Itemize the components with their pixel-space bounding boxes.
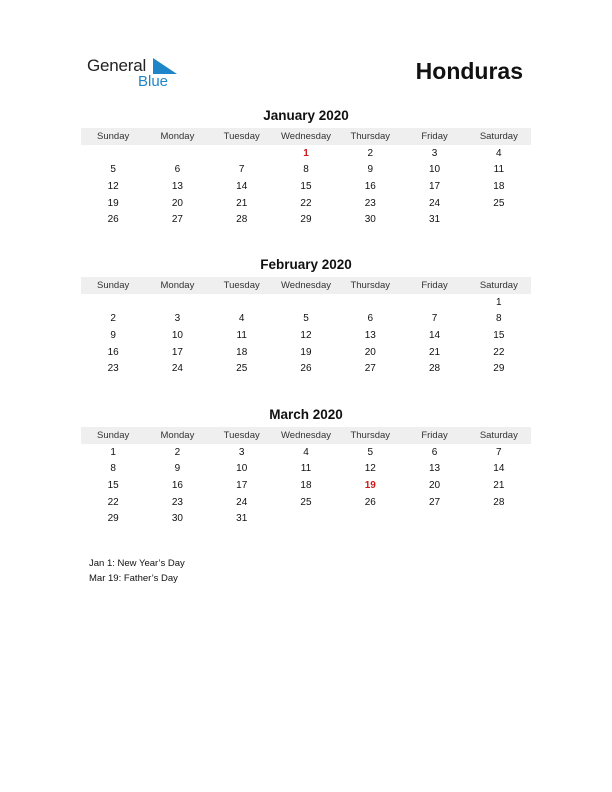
day-cell: 20 bbox=[428, 479, 441, 491]
day-cell: 8 bbox=[110, 463, 116, 475]
day-cell: 25 bbox=[236, 363, 248, 375]
day-cell: 10 bbox=[171, 329, 183, 341]
day-cell: 11 bbox=[493, 164, 505, 176]
day-cell: 29 bbox=[493, 363, 505, 375]
weekday-label: Wednesday bbox=[280, 430, 331, 441]
day-cell: 4 bbox=[238, 313, 245, 325]
week-row bbox=[81, 294, 531, 311]
weekday-label: Tuesday bbox=[223, 430, 260, 441]
day-cell: 11 bbox=[300, 463, 312, 475]
day-cell: 13 bbox=[364, 329, 376, 341]
day-cell: 15 bbox=[300, 180, 312, 192]
day-cell: 19 bbox=[300, 346, 312, 358]
weekday-label: Friday bbox=[421, 280, 448, 291]
weekday-label: Friday bbox=[421, 430, 448, 441]
logo-word-general: General bbox=[87, 56, 147, 75]
week-row bbox=[81, 461, 531, 478]
month-block bbox=[81, 406, 531, 527]
country-title: Honduras bbox=[415, 58, 523, 84]
week-row bbox=[81, 444, 531, 461]
day-cell: 18 bbox=[493, 180, 505, 192]
day-cell: 14 bbox=[236, 180, 248, 192]
day-cell: 28 bbox=[428, 363, 441, 375]
week-row bbox=[81, 510, 531, 527]
day-cell: 2 bbox=[174, 446, 181, 458]
day-cell: 5 bbox=[367, 446, 374, 458]
day-cell: 30 bbox=[171, 513, 183, 525]
holiday-note: Jan 1: New Year’s Day bbox=[89, 558, 185, 569]
day-cell: 7 bbox=[238, 164, 245, 176]
weekday-label: Thursday bbox=[350, 430, 391, 441]
month-title: March 2020 bbox=[269, 407, 343, 422]
day-cell: 8 bbox=[496, 313, 502, 325]
logo-word-blue: Blue bbox=[138, 73, 169, 90]
day-cell: 1 bbox=[110, 446, 116, 458]
weekday-label: Friday bbox=[421, 131, 448, 142]
day-cell: 20 bbox=[171, 197, 183, 209]
day-cell: 19 bbox=[107, 197, 119, 209]
day-cell: 25 bbox=[300, 496, 312, 508]
weekday-header-row bbox=[81, 427, 531, 444]
day-cell: 11 bbox=[236, 329, 247, 341]
holiday-day-cell: 19 bbox=[364, 479, 376, 491]
day-cell: 13 bbox=[171, 180, 183, 192]
week-row bbox=[81, 311, 531, 328]
day-cell: 17 bbox=[171, 346, 183, 358]
weekday-label: Monday bbox=[160, 430, 195, 441]
holiday-day-cell: 1 bbox=[303, 147, 309, 159]
day-cell: 24 bbox=[171, 363, 183, 375]
day-cell: 16 bbox=[364, 180, 376, 192]
week-row bbox=[81, 327, 531, 344]
day-cell: 26 bbox=[107, 214, 119, 226]
weekday-label: Thursday bbox=[350, 280, 391, 291]
day-cell: 4 bbox=[303, 446, 309, 458]
day-cell: 22 bbox=[107, 496, 119, 508]
month-block bbox=[81, 107, 531, 228]
week-row bbox=[81, 145, 531, 162]
weekday-label: Sunday bbox=[97, 430, 130, 441]
day-cell: 23 bbox=[171, 496, 183, 508]
day-cell: 15 bbox=[493, 329, 505, 341]
month-title: February 2020 bbox=[260, 257, 352, 272]
generalblue-logo bbox=[87, 56, 187, 92]
week-row bbox=[81, 178, 531, 195]
day-cell: 30 bbox=[364, 214, 376, 226]
week-row bbox=[81, 344, 531, 361]
day-cell: 16 bbox=[107, 346, 119, 358]
week-row bbox=[81, 494, 531, 511]
weekday-label: Wednesday bbox=[280, 280, 331, 291]
weekday-label: Thursday bbox=[350, 131, 391, 142]
day-cell: 6 bbox=[367, 313, 374, 325]
day-cell: 21 bbox=[493, 479, 505, 491]
day-cell: 21 bbox=[236, 197, 248, 209]
day-cell: 28 bbox=[493, 496, 505, 508]
day-cell: 22 bbox=[493, 346, 505, 358]
day-cell: 26 bbox=[364, 496, 376, 508]
day-cell: 10 bbox=[236, 463, 248, 475]
logo-triangle-icon bbox=[153, 58, 177, 74]
weekday-label: Saturday bbox=[479, 280, 518, 291]
day-cell: 7 bbox=[496, 446, 502, 458]
day-cell: 5 bbox=[110, 164, 116, 176]
day-cell: 6 bbox=[174, 164, 181, 176]
weekday-label: Tuesday bbox=[223, 280, 260, 291]
day-cell: 16 bbox=[171, 479, 183, 491]
weekday-label: Tuesday bbox=[223, 131, 260, 142]
day-cell: 3 bbox=[431, 147, 438, 159]
day-cell: 13 bbox=[428, 463, 441, 475]
day-cell: 3 bbox=[238, 446, 245, 458]
day-cell: 24 bbox=[236, 496, 248, 508]
weekday-label: Sunday bbox=[97, 131, 130, 142]
day-cell: 1 bbox=[496, 296, 502, 308]
day-cell: 18 bbox=[300, 479, 312, 491]
weekday-label: Sunday bbox=[97, 280, 130, 291]
day-cell: 2 bbox=[110, 313, 116, 325]
week-row bbox=[81, 162, 531, 179]
month-block bbox=[81, 256, 531, 377]
day-cell: 14 bbox=[493, 463, 505, 475]
day-cell: 9 bbox=[367, 164, 374, 176]
weekday-label: Monday bbox=[160, 280, 195, 291]
day-cell: 27 bbox=[171, 214, 183, 226]
day-cell: 15 bbox=[107, 479, 119, 491]
day-cell: 7 bbox=[431, 313, 438, 325]
holiday-note: Mar 19: Father’s Day bbox=[89, 573, 178, 584]
day-cell: 20 bbox=[364, 346, 376, 358]
day-cell: 31 bbox=[428, 214, 441, 226]
day-cell: 18 bbox=[236, 346, 248, 358]
day-cell: 5 bbox=[303, 313, 309, 325]
day-cell: 8 bbox=[303, 164, 309, 176]
weekday-label: Wednesday bbox=[280, 131, 331, 142]
day-cell: 12 bbox=[300, 329, 312, 341]
day-cell: 12 bbox=[107, 180, 119, 192]
day-cell: 23 bbox=[107, 363, 119, 375]
day-cell: 25 bbox=[493, 197, 505, 209]
holiday-notes bbox=[89, 556, 185, 586]
day-cell: 9 bbox=[174, 463, 181, 475]
day-cell: 28 bbox=[236, 214, 248, 226]
weekday-label: Monday bbox=[160, 131, 195, 142]
day-cell: 3 bbox=[174, 313, 181, 325]
day-cell: 21 bbox=[428, 346, 441, 358]
day-cell: 29 bbox=[300, 214, 312, 226]
week-row bbox=[81, 211, 531, 228]
week-row bbox=[81, 477, 531, 494]
day-cell: 10 bbox=[428, 164, 441, 176]
day-cell: 14 bbox=[428, 329, 441, 341]
day-cell: 24 bbox=[428, 197, 441, 209]
day-cell: 17 bbox=[428, 180, 441, 192]
day-cell: 27 bbox=[364, 363, 376, 375]
month-title: January 2020 bbox=[263, 108, 349, 123]
week-row bbox=[81, 360, 531, 377]
day-cell: 22 bbox=[300, 197, 312, 209]
weekday-label: Saturday bbox=[479, 131, 518, 142]
day-cell: 6 bbox=[431, 446, 438, 458]
weekday-header-row bbox=[81, 128, 531, 145]
day-cell: 9 bbox=[110, 329, 116, 341]
day-cell: 29 bbox=[107, 513, 119, 525]
day-cell: 4 bbox=[496, 147, 502, 159]
day-cell: 12 bbox=[364, 463, 376, 475]
day-cell: 26 bbox=[300, 363, 312, 375]
day-cell: 27 bbox=[428, 496, 441, 508]
day-cell: 2 bbox=[367, 147, 374, 159]
day-cell: 17 bbox=[236, 479, 248, 491]
week-row bbox=[81, 195, 531, 212]
weekday-label: Saturday bbox=[479, 430, 518, 441]
weekday-header-row bbox=[81, 277, 531, 294]
day-cell: 31 bbox=[236, 513, 248, 525]
day-cell: 23 bbox=[364, 197, 376, 209]
